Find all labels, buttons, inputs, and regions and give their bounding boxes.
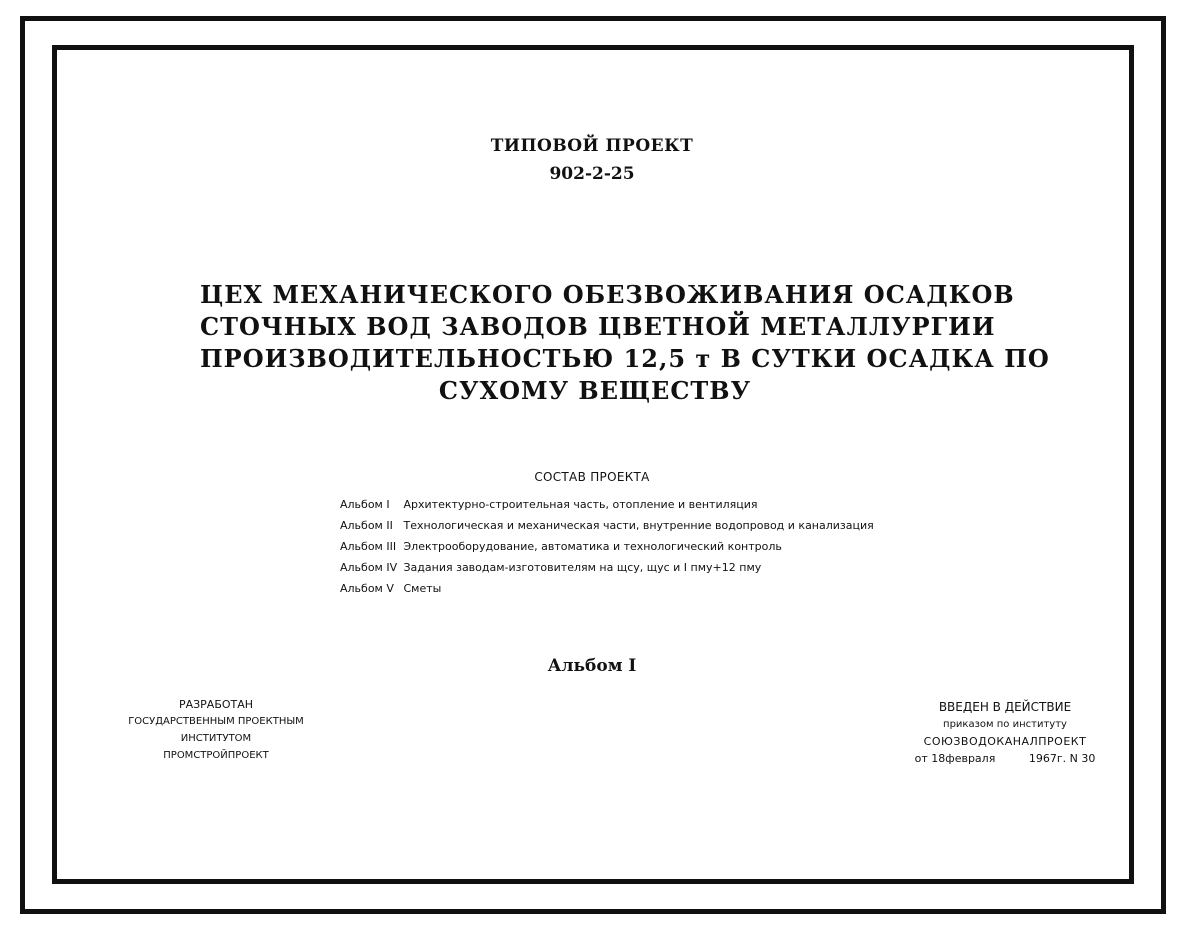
enacted-date-line bbox=[900, 750, 1110, 767]
enacted-block bbox=[900, 698, 1110, 767]
album-number: Альбом III bbox=[340, 540, 397, 553]
enacted-order-line: приказом по институту bbox=[943, 719, 1067, 730]
developer-line: ГОСУДАРСТВЕННЫМ ПРОЕКТНЫМ ИНСТИТУТОМ bbox=[128, 716, 304, 744]
album-number: Альбом I bbox=[340, 498, 390, 511]
album-list-item bbox=[340, 494, 940, 515]
album-number: Альбом IV bbox=[340, 561, 398, 574]
album-description: Технологическая и механическая части, внутренние водопровод и канализация bbox=[403, 519, 874, 532]
album-list-item bbox=[340, 536, 940, 557]
enacted-year-number: 1967г. N 30 bbox=[1028, 752, 1096, 765]
developer-block bbox=[96, 696, 336, 764]
title-line: ПРОИЗВОДИТЕЛЬНОСТЬЮ 12,5 т В СУТКИ ОСАДКА ПО bbox=[200, 344, 1050, 373]
album-number: Альбом II bbox=[340, 519, 393, 532]
current-album-label: Альбом I bbox=[547, 656, 637, 676]
developer-heading: РАЗРАБОТАН bbox=[178, 698, 254, 711]
title-line: ЦЕХ МЕХАНИЧЕСКОГО ОБЕЗВОЖИВАНИЯ ОСАДКОВ bbox=[200, 280, 1015, 309]
enacted-heading: ВВЕДЕН В ДЕЙСТВИЕ bbox=[938, 700, 1072, 714]
album-list bbox=[340, 494, 940, 599]
album-number: Альбом V bbox=[340, 582, 394, 595]
album-list-item bbox=[340, 515, 940, 536]
title-line: СУХОМУ ВЕЩЕСТВУ bbox=[438, 376, 752, 405]
album-description: Сметы bbox=[403, 582, 442, 595]
enacted-date: от 18февраля bbox=[914, 752, 996, 765]
album-description: Электрооборудование, автоматика и технологический контроль bbox=[403, 540, 782, 553]
enacted-organization: СОЮЗВОДОКАНАЛПРОЕКТ bbox=[923, 735, 1087, 748]
project-type-label: ТИПОВОЙ ПРОЕКТ bbox=[490, 136, 694, 156]
developer-organization: ПРОМСТРОЙПРОЕКТ bbox=[163, 750, 269, 761]
project-number: 902-2-25 bbox=[549, 164, 635, 184]
composition-heading: СОСТАВ ПРОЕКТА bbox=[534, 470, 650, 484]
album-description: Архитектурно-строительная часть, отопление и вентиляция bbox=[403, 498, 758, 511]
project-title bbox=[200, 279, 1050, 407]
album-list-item bbox=[340, 578, 940, 599]
album-description: Задания заводам-изготовителям на щсу, щус и I пму+12 пму bbox=[403, 561, 762, 574]
title-line: СТОЧНЫХ ВОД ЗАВОДОВ ЦВЕТНОЙ МЕТАЛЛУРГИИ bbox=[200, 312, 996, 341]
album-list-item bbox=[340, 557, 940, 578]
